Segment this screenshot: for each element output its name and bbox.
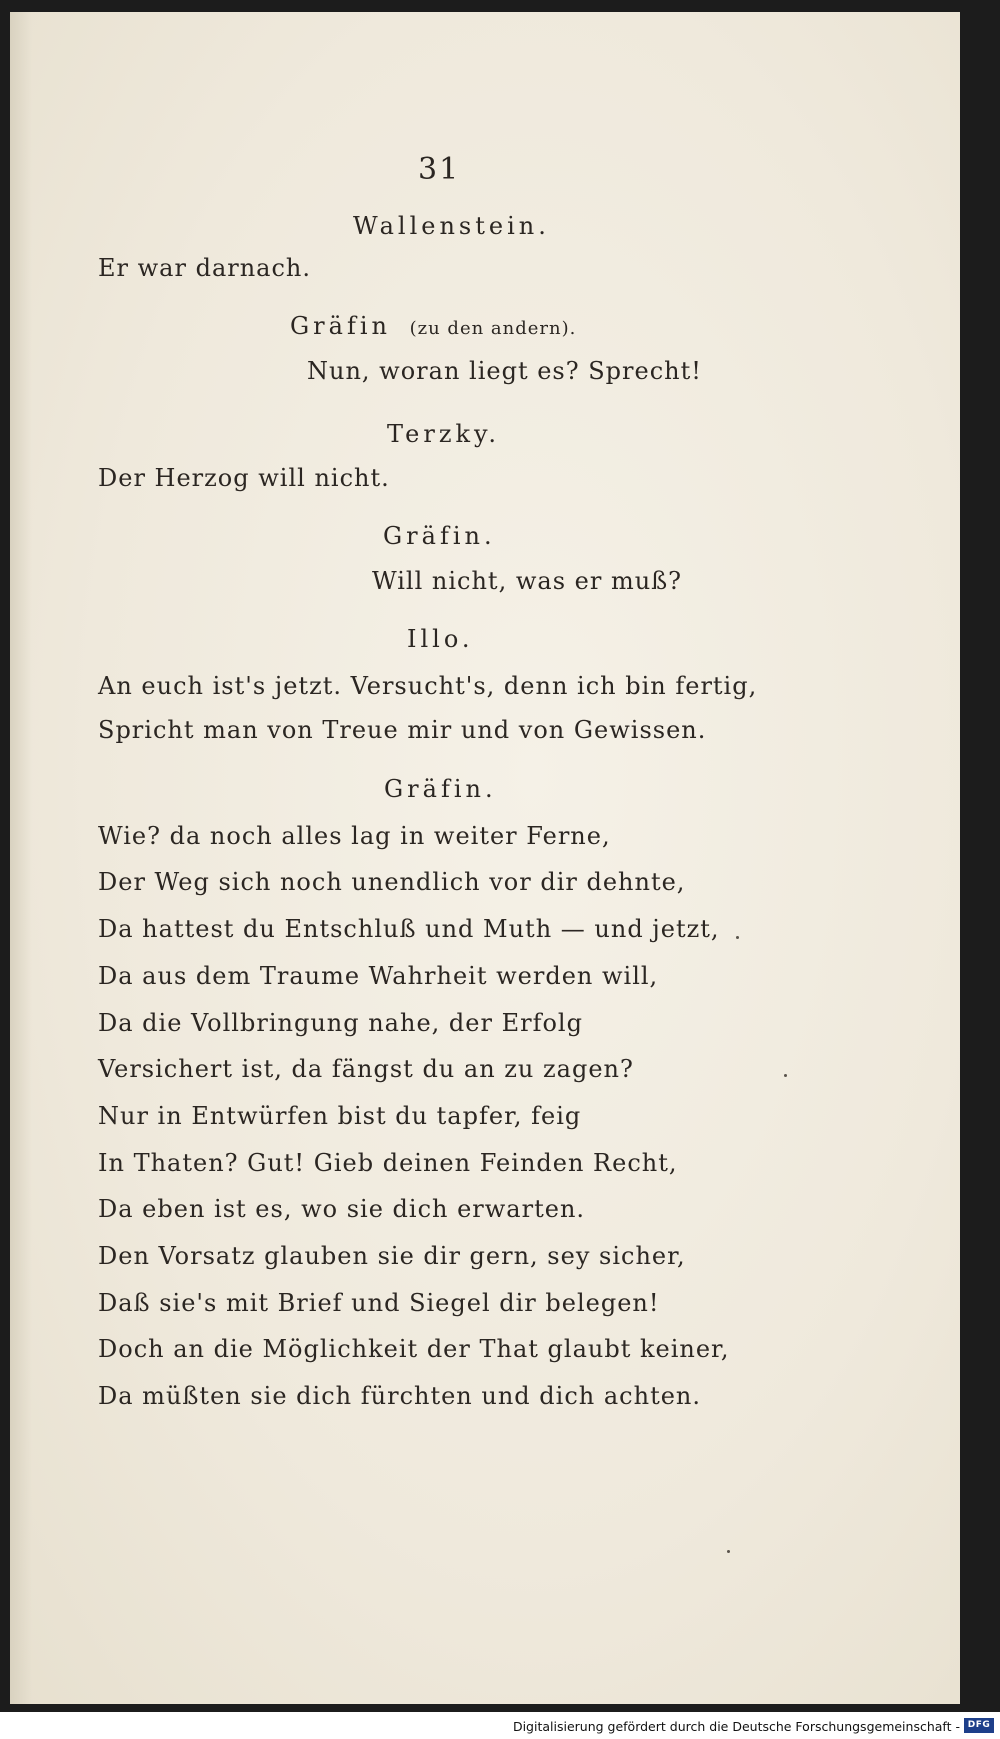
- verse-line: Da aus dem Traume Wahrheit werden will,: [98, 962, 659, 990]
- verse-line: Spricht man von Treue mir und von Gewissen.: [98, 716, 707, 744]
- dfg-logo-icon: DFG: [964, 1718, 994, 1733]
- paper-speck: [784, 1074, 787, 1077]
- speaker-with-direction: [290, 312, 576, 340]
- verse-line: Doch an die Möglichkeit der That glaubt keiner,: [98, 1335, 730, 1363]
- digitization-footer: [0, 1712, 1000, 1739]
- page-number: 31: [418, 152, 461, 187]
- paper-speck: [736, 936, 739, 939]
- verse-line: In Thaten? Gut! Gieb deinen Feinden Recht,: [98, 1149, 678, 1177]
- stage-direction: (zu den andern).: [409, 318, 577, 339]
- verse-line: Nur in Entwürfen bist du tapfer, feig: [98, 1102, 582, 1130]
- verse-line: Daß sie's mit Brief und Siegel dir belegen!: [98, 1289, 660, 1317]
- page-gutter-shadow: [10, 12, 32, 1704]
- speaker-name: Wallenstein.: [353, 212, 550, 240]
- speaker-name: Illo.: [407, 625, 474, 653]
- speaker-name: Terzky.: [387, 420, 501, 448]
- verse-line: Da hattest du Entschluß und Muth — und jetzt,: [98, 915, 720, 943]
- page-text: [10, 12, 960, 1704]
- verse-line: Da eben ist es, wo sie dich erwarten.: [98, 1195, 586, 1223]
- verse-line: An euch ist's jetzt. Versucht's, denn ich bin fertig,: [98, 672, 758, 700]
- verse-line: Nun, woran liegt es? Sprecht!: [307, 357, 702, 385]
- verse-line: Der Herzog will nicht.: [98, 464, 390, 492]
- verse-line: Will nicht, was er muß?: [372, 567, 683, 595]
- funding-credit: Digitalisierung gefördert durch die Deutsche Forschungsgemeinschaft -: [512, 1719, 960, 1734]
- verse-line: Er war darnach.: [98, 254, 312, 282]
- speaker-name: Gräfin: [290, 312, 391, 340]
- book-page: [10, 12, 960, 1704]
- verse-line: Wie? da noch alles lag in weiter Ferne,: [98, 822, 611, 850]
- verse-line: Versichert ist, da fängst du an zu zagen?: [98, 1055, 634, 1083]
- verse-line: Da die Vollbringung nahe, der Erfolg: [98, 1009, 583, 1037]
- speaker-name: Gräfin.: [384, 775, 497, 803]
- paper-speck: [727, 1550, 730, 1553]
- verse-line: Den Vorsatz glauben sie dir gern, sey sicher,: [98, 1242, 686, 1270]
- verse-line: Der Weg sich noch unendlich vor dir dehnte,: [98, 868, 686, 896]
- speaker-name: Gräfin.: [383, 522, 496, 550]
- verse-line: Da müßten sie dich fürchten und dich achten.: [98, 1382, 702, 1410]
